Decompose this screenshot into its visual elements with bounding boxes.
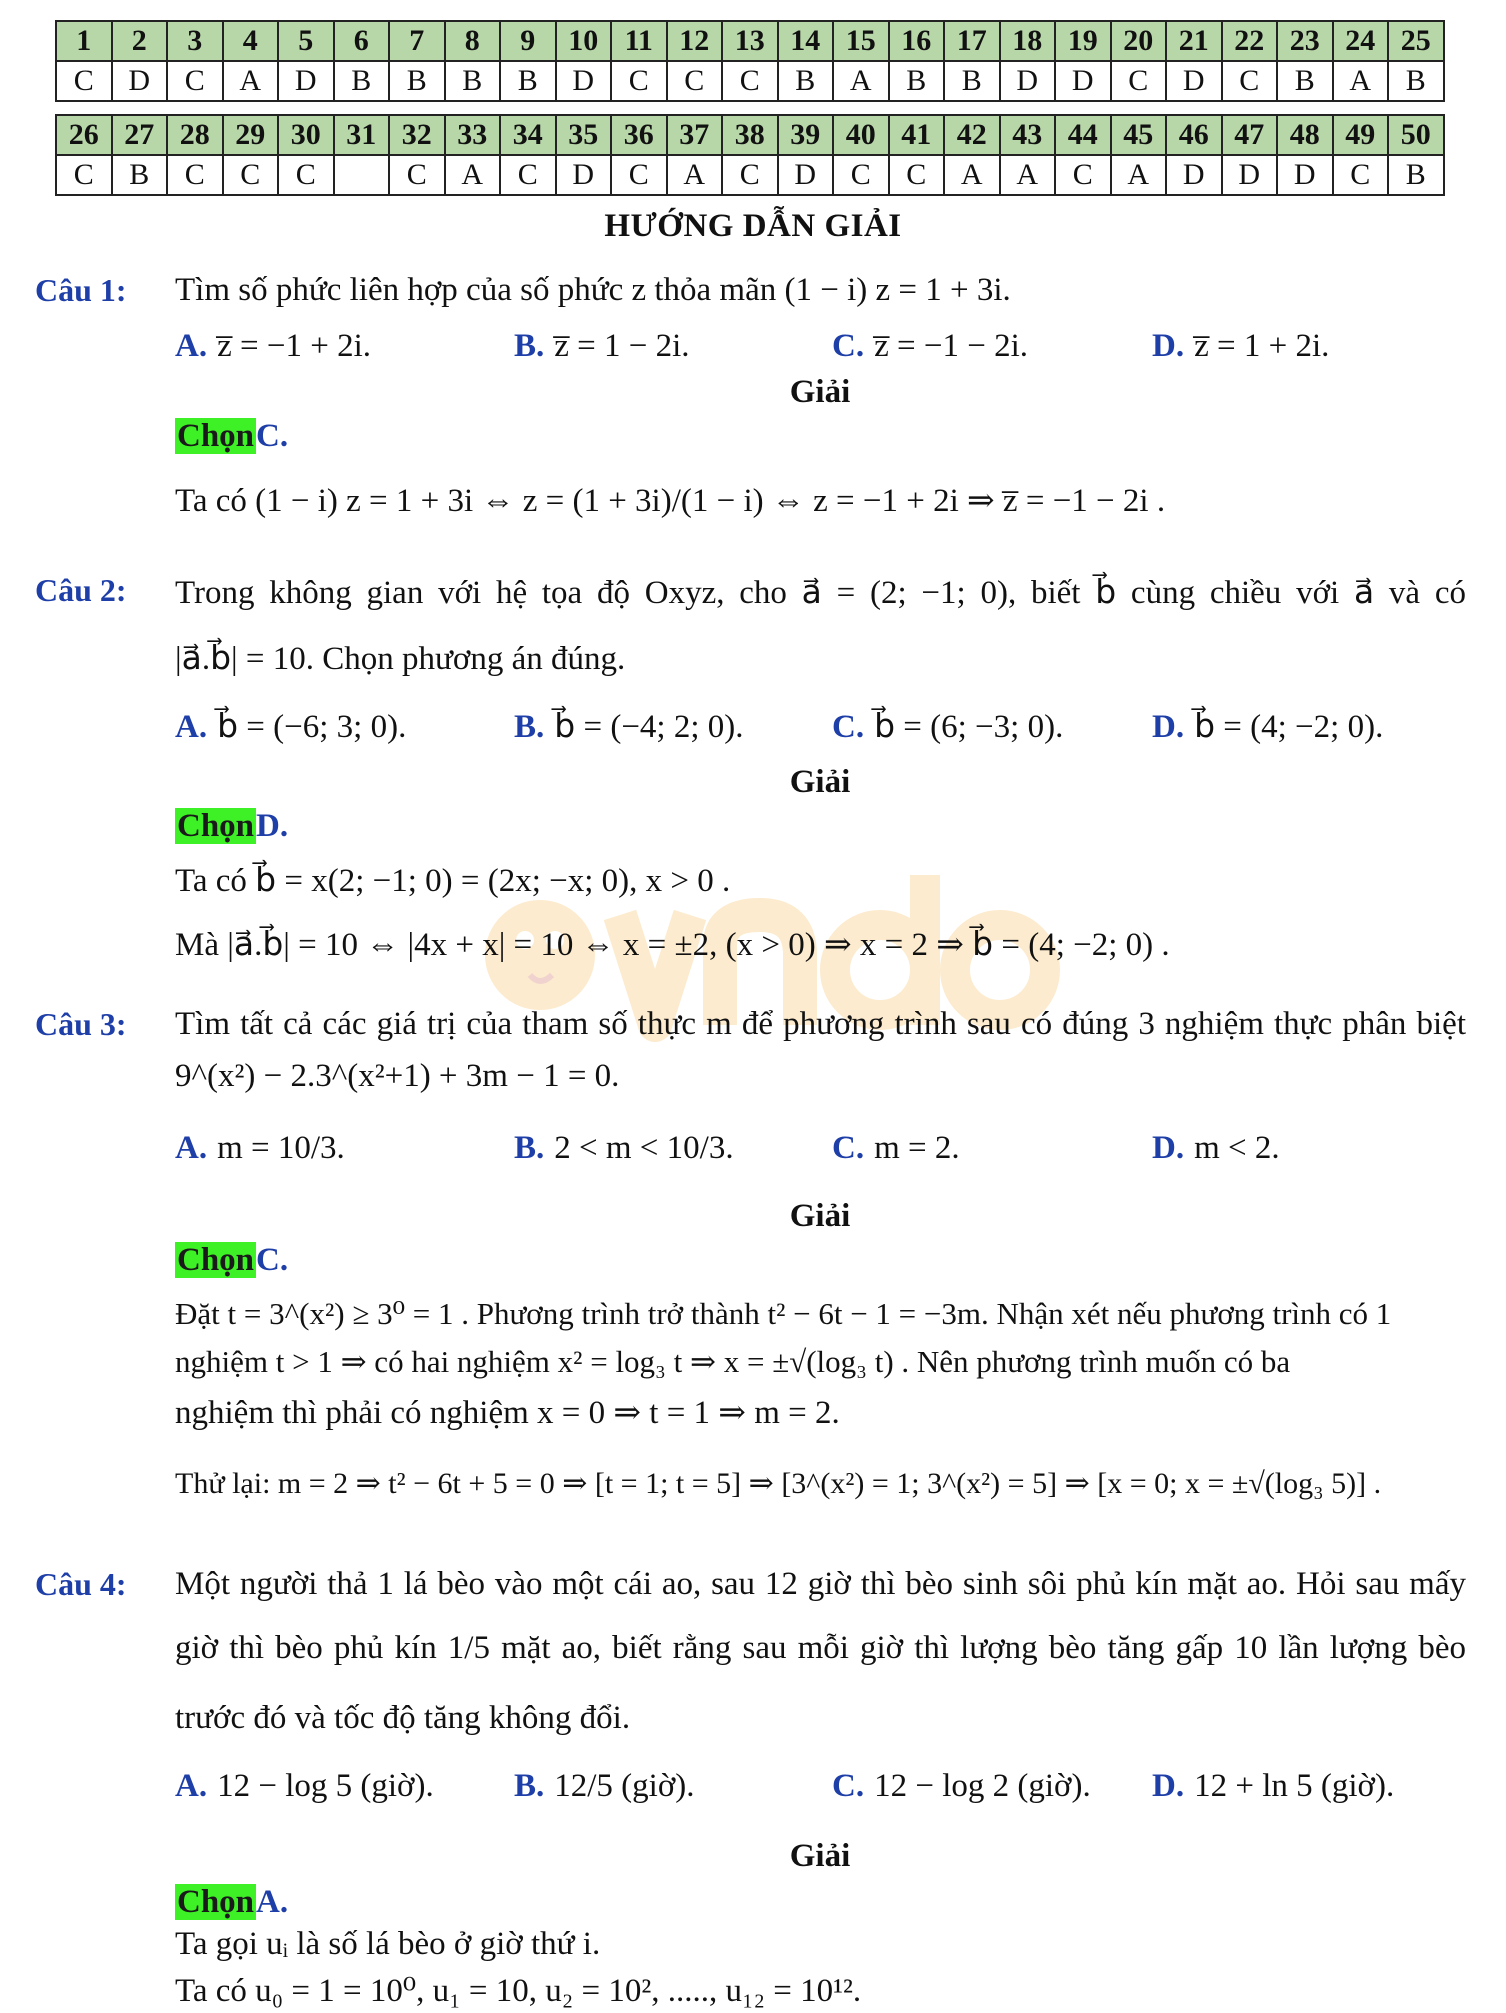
answer-key-question-number: 23 <box>1277 21 1333 61</box>
answer-key-answer-cell: D <box>1055 61 1111 101</box>
answer-key-question-number: 13 <box>722 21 778 61</box>
q2-option-d: D. b⃗ = (4; −2; 0). <box>1152 709 1384 745</box>
q3-option-b: B. 2 < m < 10/3. <box>514 1130 734 1166</box>
answer-key-question-number: 38 <box>722 115 778 155</box>
answer-key-question-number: 24 <box>1333 21 1389 61</box>
answer-key-answer-cell <box>334 155 390 195</box>
answer-key-question-number: 1 <box>56 21 112 61</box>
answer-key-question-number: 16 <box>889 21 945 61</box>
q1-option-d: D. z̅ = 1 + 2i. <box>1152 328 1330 364</box>
answer-key-question-number: 40 <box>833 115 889 155</box>
answer-key-question-number: 14 <box>778 21 834 61</box>
q2-option-c: C. b⃗ = (6; −3; 0). <box>832 709 1064 745</box>
question-1-label: Câu 1: <box>35 272 127 308</box>
q4-solution-line-2: Ta có u₀ = 1 = 10⁰, u₁ = 10, u₂ = 10², ....., u₁₂ = 10¹². <box>175 1973 862 2009</box>
question-3-label: Câu 3: <box>35 1006 127 1042</box>
answer-key-question-number: 12 <box>667 21 723 61</box>
answer-key-question-number: 30 <box>278 115 334 155</box>
answer-key-question-number: 26 <box>56 115 112 155</box>
answer-key-answer-cell: B <box>500 61 556 101</box>
answer-key-question-number: 31 <box>334 115 390 155</box>
answer-key-answer-cell: B <box>944 61 1000 101</box>
answer-key-answer-cell: B <box>112 155 168 195</box>
answer-key-table-2 <box>55 114 1445 196</box>
answer-key-question-number: 32 <box>389 115 445 155</box>
answer-key-answer-cell: A <box>1111 155 1167 195</box>
answer-key-answer-cell: B <box>445 61 501 101</box>
answer-key-answer-cell: A <box>833 61 889 101</box>
answer-key-answer-cell: C <box>722 61 778 101</box>
answer-key-answer-cell: C <box>722 155 778 195</box>
answer-key-answer-cell: D <box>556 61 612 101</box>
q2-option-b: B. b⃗ = (−4; 2; 0). <box>514 709 744 745</box>
answer-key-question-number: 11 <box>611 21 667 61</box>
q2-solution-line-1: Ta có b⃗ = x(2; −1; 0) = (2x; −x; 0), x > 0 . <box>175 863 731 899</box>
answer-key-answer-cell: C <box>611 155 667 195</box>
answer-key-question-number: 35 <box>556 115 612 155</box>
q2-solution-heading: Giải <box>789 764 851 800</box>
q2-option-a: A. b⃗ = (−6; 3; 0). <box>175 709 407 745</box>
q1-chosen-answer: ChọnC. <box>177 418 289 454</box>
answer-key-question-number: 22 <box>1222 21 1278 61</box>
answer-key-answer-cell: A <box>1333 61 1389 101</box>
q1-solution-line-1: Ta có (1 − i) z = 1 + 3i ⇔ z = (1 + 3i)/(1 − i) ⇔ z = −1 + 2i ⇒ z̅ = −1 − 2i . <box>175 483 1166 519</box>
answer-key-answer-cell: A <box>944 155 1000 195</box>
answer-key-question-number: 8 <box>445 21 501 61</box>
answer-key-answer-cell: C <box>56 61 112 101</box>
q4-option-a: A. 12 − log 5 (giờ). <box>175 1768 434 1804</box>
q2-chosen-answer: ChọnD. <box>177 808 289 844</box>
answer-key-question-number: 46 <box>1166 115 1222 155</box>
answer-key-answer-cell: C <box>611 61 667 101</box>
q3-solution-line-3: nghiệm thì phải có nghiệm x = 0 ⇒ t = 1 ⇒ m = 2. <box>175 1395 840 1431</box>
answer-key-answer-cell: C <box>223 155 279 195</box>
question-1-stem: Tìm số phức liên hợp của số phức z thỏa mãn (1 − i) z = 1 + 3i. <box>175 272 1011 308</box>
answer-key-answer-cell: D <box>1222 155 1278 195</box>
answer-key-answer-cell: C <box>167 155 223 195</box>
answer-key-question-number: 33 <box>445 115 501 155</box>
answer-key-answer-cell: B <box>1388 61 1444 101</box>
answer-key-answer-cell: D <box>778 155 834 195</box>
answer-key-answer-cell: C <box>389 155 445 195</box>
answer-key-question-number: 48 <box>1277 115 1333 155</box>
q4-option-c: C. 12 − log 2 (giờ). <box>832 1768 1091 1804</box>
question-4-label: Câu 4: <box>35 1566 127 1602</box>
question-4-stem-line-3: trước đó và tốc độ tăng không đổi. <box>175 1700 631 1736</box>
answer-key-question-number: 19 <box>1055 21 1111 61</box>
answer-key-answer-cell: C <box>167 61 223 101</box>
answer-key-answer-cell: D <box>278 61 334 101</box>
answer-key-question-number: 27 <box>112 115 168 155</box>
answer-key-answer-cell: C <box>667 61 723 101</box>
answer-key-answer-cell: C <box>278 155 334 195</box>
answer-key-question-number: 2 <box>112 21 168 61</box>
answer-key-answer-cell: C <box>1222 61 1278 101</box>
question-2-stem-line-2: |a⃗.b⃗| = 10. Chọn phương án đúng. <box>175 641 626 677</box>
answer-key-question-number: 28 <box>167 115 223 155</box>
answer-key-answer-cell: D <box>1277 155 1333 195</box>
answer-key-answer-cell: C <box>500 155 556 195</box>
q3-solution-line-1: Đặt t = 3^(x²) ≥ 3⁰ = 1 . Phương trình trở thành t² − 6t − 1 = −3m. Nhận xét nếu phương trình có 1 <box>175 1296 1392 1331</box>
question-3-stem-line-1: Tìm tất cả các giá trị của tham số thực m để phương trình sau có đúng 3 nghiệm thực phân biệt <box>175 1006 1466 1042</box>
answer-key-question-number: 34 <box>500 115 556 155</box>
q2-solution-line-2: Mà |a⃗.b⃗| = 10 ⇔ |4x + x| = 10 ⇔ x = ±2, (x > 0) ⇒ x = 2 ⇒ b⃗ = (4; −2; 0) . <box>175 927 1170 963</box>
answer-key-question-number: 47 <box>1222 115 1278 155</box>
answer-key-question-number: 50 <box>1388 115 1444 155</box>
q4-chosen-answer: ChọnA. <box>177 1884 289 1920</box>
q3-option-a: A. m = 10/3. <box>175 1130 345 1166</box>
answer-key-question-number: 9 <box>500 21 556 61</box>
q3-option-d: D. m < 2. <box>1152 1130 1280 1166</box>
answer-key-answer-cell: B <box>1388 155 1444 195</box>
answer-key-answer-cell: C <box>1055 155 1111 195</box>
answer-key-answer-cell: C <box>833 155 889 195</box>
page-title: HƯỚNG DẪN GIẢI <box>604 208 902 244</box>
q4-solution-heading: Giải <box>789 1838 851 1874</box>
answer-key-answer-cell: A <box>223 61 279 101</box>
answer-key-question-number: 10 <box>556 21 612 61</box>
answer-key-question-number: 43 <box>1000 115 1056 155</box>
answer-key-answer-cell: C <box>56 155 112 195</box>
q4-option-d: D. 12 + ln 5 (giờ). <box>1152 1768 1395 1804</box>
answer-key-question-number: 42 <box>944 115 1000 155</box>
q3-chosen-answer: ChọnC. <box>177 1242 289 1278</box>
answer-key-question-number: 17 <box>944 21 1000 61</box>
answer-key-answer-cell: B <box>1277 61 1333 101</box>
answer-key-question-number: 5 <box>278 21 334 61</box>
answer-key-question-number: 6 <box>334 21 390 61</box>
q4-option-b: B. 12/5 (giờ). <box>514 1768 695 1804</box>
answer-key-answer-cell: C <box>889 155 945 195</box>
answer-key-question-number: 45 <box>1111 115 1167 155</box>
answer-key-question-number: 7 <box>389 21 445 61</box>
answer-key-question-number: 20 <box>1111 21 1167 61</box>
answer-key-question-number: 18 <box>1000 21 1056 61</box>
answer-key-answer-cell: C <box>1111 61 1167 101</box>
answer-key-answer-cell: C <box>1333 155 1389 195</box>
answer-key-question-number: 37 <box>667 115 723 155</box>
answer-key-question-number: 39 <box>778 115 834 155</box>
answer-key-question-number: 15 <box>833 21 889 61</box>
answer-key-question-number: 3 <box>167 21 223 61</box>
answer-key-answer-cell: A <box>445 155 501 195</box>
answer-key-answer-cell: D <box>1166 155 1222 195</box>
answer-key-question-number: 41 <box>889 115 945 155</box>
q1-option-a: A. z̅ = −1 + 2i. <box>175 328 371 364</box>
q3-option-c: C. m = 2. <box>832 1130 960 1166</box>
answer-key-answer-cell: B <box>889 61 945 101</box>
answer-key-answer-cell: B <box>389 61 445 101</box>
answer-key-answer-cell: D <box>556 155 612 195</box>
answer-key-answer-cell: D <box>112 61 168 101</box>
answer-key-answer-cell: B <box>334 61 390 101</box>
answer-key-answer-cell: D <box>1166 61 1222 101</box>
answer-key-question-number: 21 <box>1166 21 1222 61</box>
q1-option-c: C. z̅ = −1 − 2i. <box>832 328 1028 364</box>
answer-key-question-number: 49 <box>1333 115 1389 155</box>
answer-key-answer-cell: B <box>778 61 834 101</box>
answer-key-question-number: 29 <box>223 115 279 155</box>
q4-solution-line-1: Ta gọi uᵢ là số lá bèo ở giờ thứ i. <box>175 1926 601 1962</box>
q3-solution-heading: Giải <box>789 1198 851 1234</box>
answer-key-answer-cell: A <box>667 155 723 195</box>
q1-solution-heading: Giải <box>789 374 851 410</box>
answer-key-question-number: 4 <box>223 21 279 61</box>
question-4-stem-line-1: Một người thả 1 lá bèo vào một cái ao, sau 12 giờ thì bèo sinh sôi phủ kín mặt ao. Hỏi sau mấy <box>175 1566 1466 1602</box>
question-3-stem-line-2: 9^(x²) − 2.3^(x²+1) + 3m − 1 = 0. <box>175 1058 620 1094</box>
question-2-label: Câu 2: <box>35 572 127 608</box>
q3-solution-line-2: nghiệm t > 1 ⇒ có hai nghiệm x² = log₃ t ⇒ x = ±√(log₃ t) . Nên phương trình muốn có ba <box>175 1344 1291 1379</box>
answer-key-answer-cell: A <box>1000 155 1056 195</box>
q1-option-b: B. z̅ = 1 − 2i. <box>514 328 690 364</box>
answer-key-table-1 <box>55 20 1445 102</box>
question-4-stem-line-2: giờ thì bèo phủ kín 1/5 mặt ao, biết rằng sau mỗi giờ thì lượng bèo tăng gấp 10 lần lượng bèo <box>175 1630 1466 1666</box>
answer-key-question-number: 44 <box>1055 115 1111 155</box>
answer-key-answer-cell: D <box>1000 61 1056 101</box>
question-2-stem-line-1: Trong không gian với hệ tọa độ Oxyz, cho a⃗ = (2; −1; 0), biết b⃗ cùng chiều với a⃗ và có <box>175 575 1466 611</box>
answer-key-question-number: 25 <box>1388 21 1444 61</box>
q3-solution-line-4: Thử lại: m = 2 ⇒ t² − 6t + 5 = 0 ⇒ [t = 1; t = 5] ⇒ [3^(x²) = 1; 3^(x²) = 5] ⇒ [x = 0; x = ±√(log₃ 5)] . <box>175 1467 1382 1500</box>
answer-key-question-number: 36 <box>611 115 667 155</box>
